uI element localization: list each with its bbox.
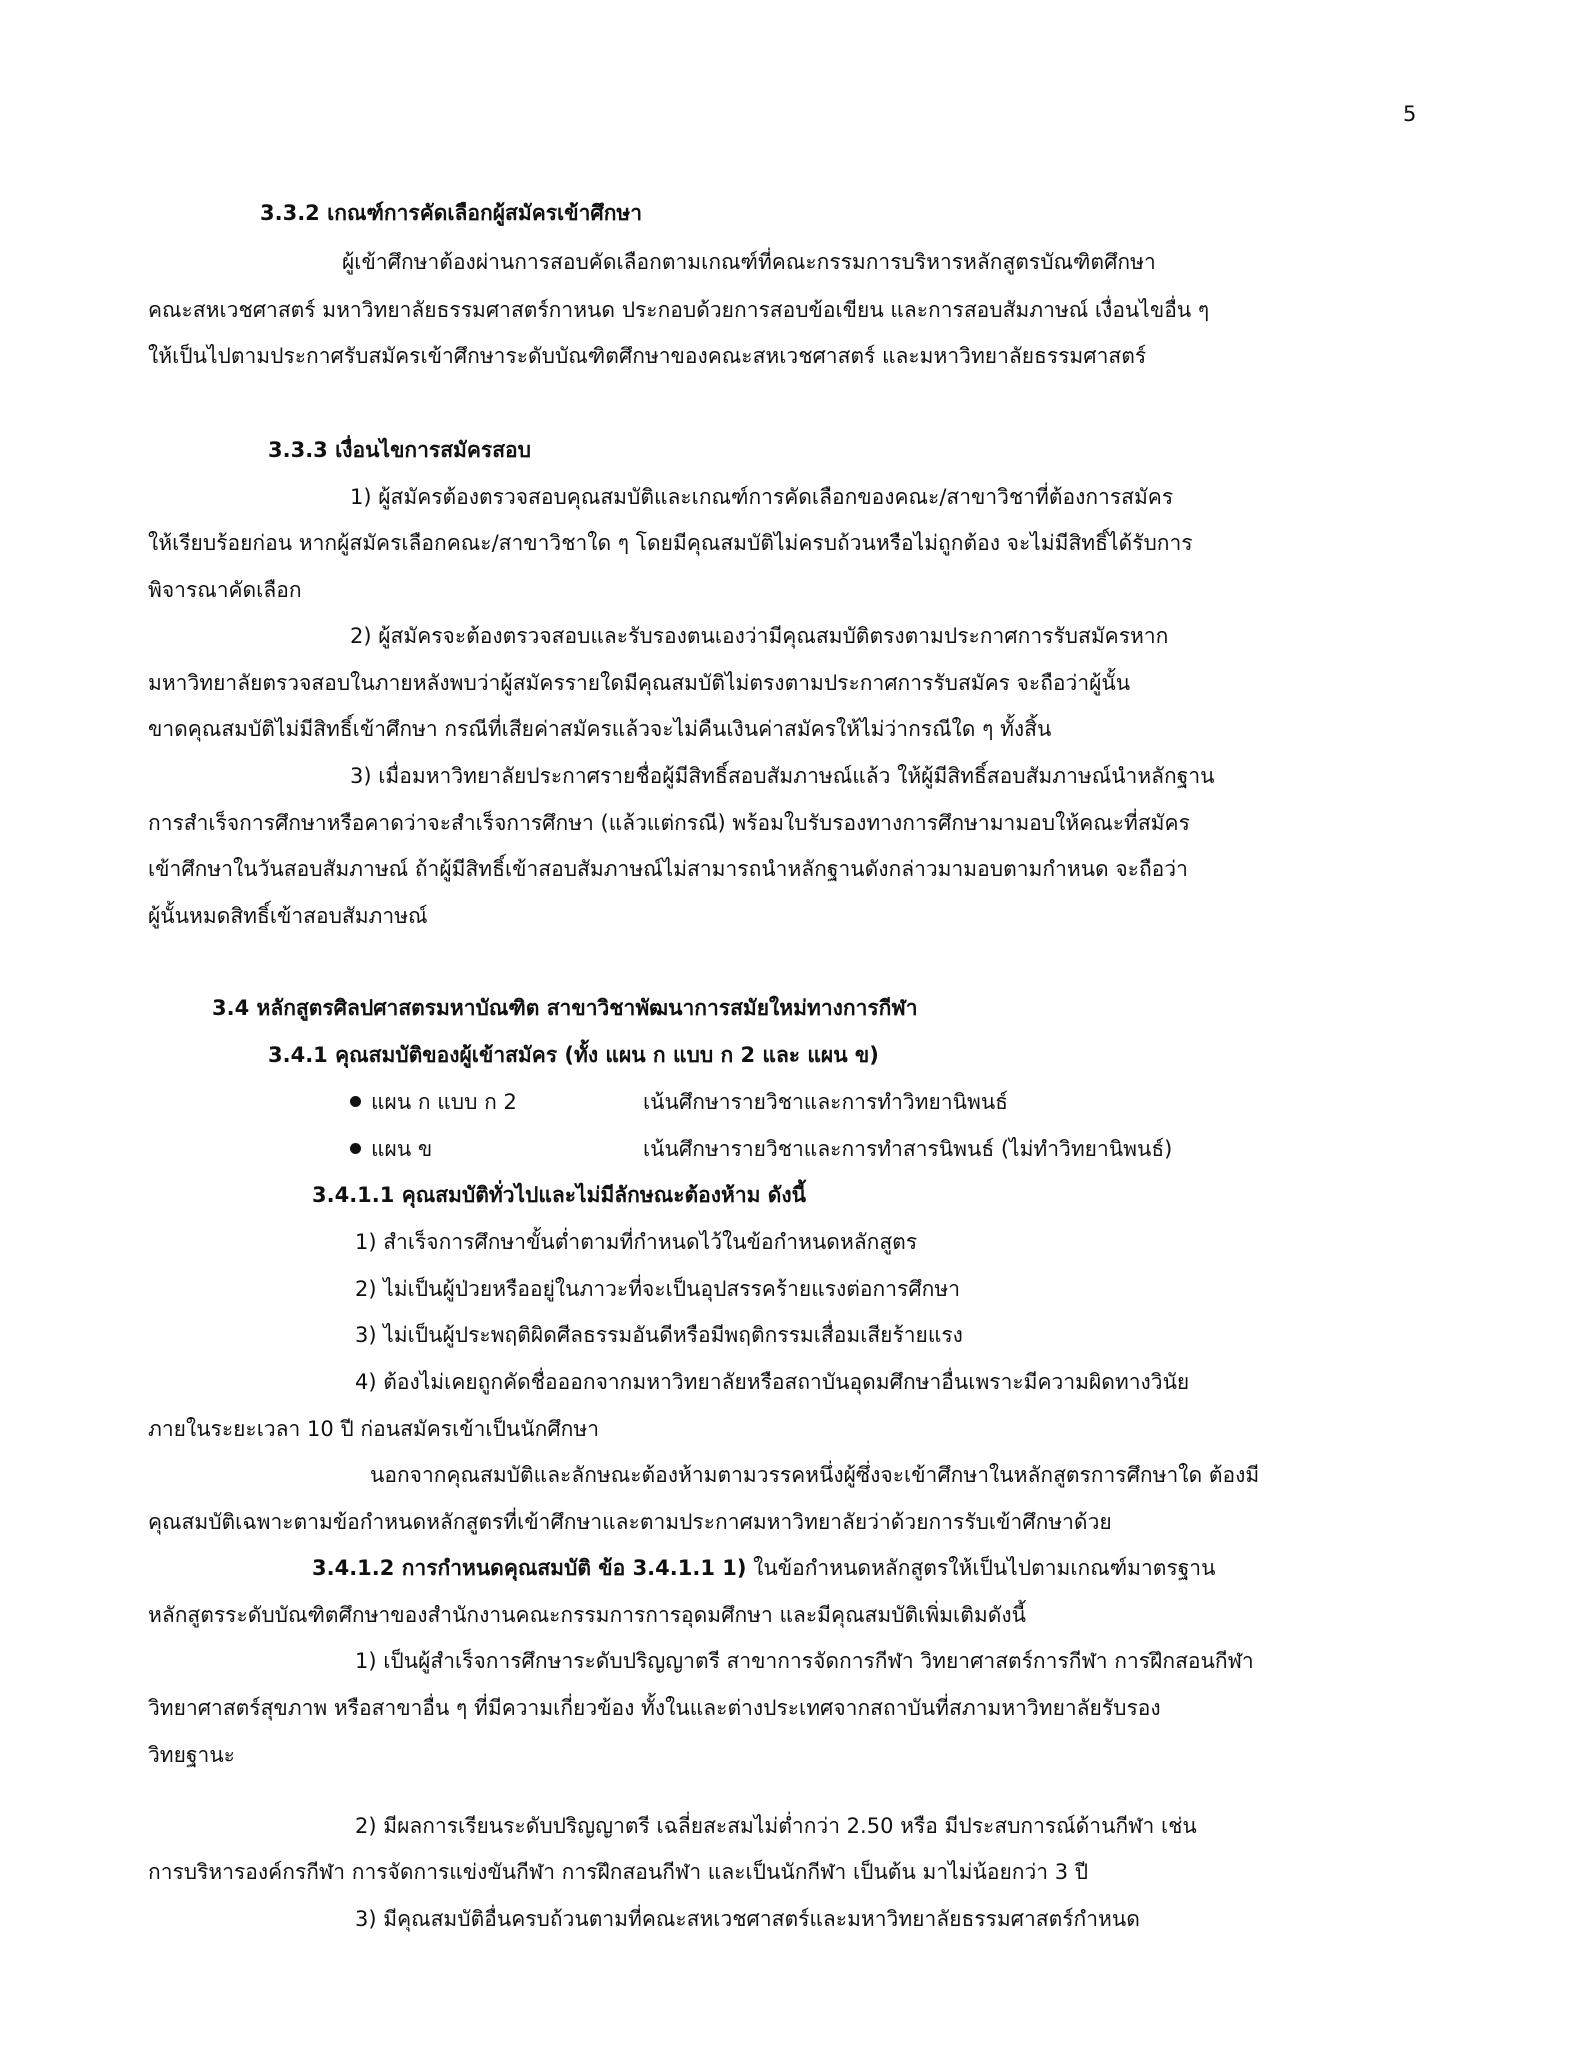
paragraph-line: ผู้เข้าศึกษาต้องผ่านการสอบคัดเลือกตามเกณฑ์ที่คณะกรรมการบริหารหลักสูตรบัณฑิตศึกษา bbox=[342, 250, 1156, 274]
bullet-icon bbox=[350, 1143, 361, 1154]
paragraph-line: ผู้นั้นหมดสิทธิ์เข้าสอบสัมภาษณ์ bbox=[148, 904, 428, 928]
paragraph-line: มหาวิทยาลัยตรวจสอบในภายหลังพบว่าผู้สมัครรายใดมีคุณสมบัติไม่ตรงตามประกาศการรับสมัคร จะถือว่าผู้นั้น bbox=[148, 671, 1131, 695]
paragraph-line: ให้เรียบร้อยก่อน หากผู้สมัครเลือกคณะ/สาขาวิชาใด ๆ โดยมีคุณสมบัติไม่ครบถ้วนหรือไม่ถูกต้อง จะไม่มีสิทธิ์ได้รับการ bbox=[148, 531, 1193, 555]
plan-description: เน้นศึกษารายวิชาและการทำวิทยานิพนธ์ bbox=[643, 1090, 1008, 1114]
heading-rest: ในข้อกำหนดหลักสูตรให้เป็นไปตามเกณฑ์มาตรฐาน bbox=[746, 1556, 1216, 1580]
list-item: 3) มีคุณสมบัติอื่นครบถ้วนตามที่คณะสหเวชศาสตร์และมหาวิทยาลัยธรรมศาสตร์กำหนด bbox=[355, 1907, 1140, 1931]
paragraph-line: 3) เมื่อมหาวิทยาลัยประกาศรายชื่อผู้มีสิทธิ์สอบสัมภาษณ์แล้ว ให้ผู้มีสิทธิ์สอบสัมภาษณ์นำหลักฐาน bbox=[350, 764, 1215, 788]
plan-item bbox=[350, 1089, 1008, 1116]
list-item: 1) เป็นผู้สำเร็จการศึกษาระดับปริญญาตรี สาขาการจัดการกีฬา วิทยาศาสตร์การกีฬา การฝึกสอนกีฬา bbox=[355, 1649, 1254, 1673]
paragraph-line: ภายในระยะเวลา 10 ปี ก่อนสมัครเข้าเป็นนักศึกษา bbox=[148, 1417, 600, 1441]
plan-name: แผน ข bbox=[371, 1137, 433, 1161]
paragraph-line: การบริหารองค์กรกีฬา การจัดการแข่งขันกีฬา การฝึกสอนกีฬา และเป็นนักกีฬา เป็นต้น มาไม่น้อยกว่า 3 ปี bbox=[148, 1860, 1089, 1884]
paragraph-line: ขาดคุณสมบัติไม่มีสิทธิ์เข้าศึกษา กรณีที่เสียค่าสมัครแล้วจะไม่คืนเงินค่าสมัครให้ไม่ว่ากรณีใด ๆ ทั้งสิ้น bbox=[148, 717, 1052, 741]
paragraph-line: 1) ผู้สมัครต้องตรวจสอบคุณสมบัติและเกณฑ์การคัดเลือกของคณะ/สาขาวิชาที่ต้องการสมัคร bbox=[350, 485, 1174, 509]
paragraph-line: ให้เป็นไปตามประกาศรับสมัครเข้าศึกษาระดับบัณฑิตศึกษาของคณะสหเวชศาสตร์ และมหาวิทยาลัยธรรมศาสตร์ bbox=[148, 344, 1147, 368]
heading-bold-part: 3.4.1.2 การกำหนดคุณสมบัติ ข้อ 3.4.1.1 1) bbox=[312, 1556, 747, 1580]
page-number: 5 bbox=[1403, 102, 1417, 126]
section-heading-3-4: 3.4 หลักสูตรศิลปศาสตรมหาบัณฑิต สาขาวิชาพัฒนาการสมัยใหม่ทางการกีฬา bbox=[212, 996, 918, 1020]
list-item: 2) ไม่เป็นผู้ป่วยหรืออยู่ในภาวะที่จะเป็นอุปสรรคร้ายแรงต่อการศึกษา bbox=[355, 1277, 961, 1301]
paragraph-line: คุณสมบัติเฉพาะตามข้อกำหนดหลักสูตรที่เข้าศึกษาและตามประกาศมหาวิทยาลัยว่าด้วยการรับเข้าศึกษาด้วย bbox=[148, 1510, 1112, 1534]
paragraph-line: เข้าศึกษาในวันสอบสัมภาษณ์ ถ้าผู้มีสิทธิ์เข้าสอบสัมภาษณ์ไม่สามารถนำหลักฐานดังกล่าวมามอบตามกำหนด จะถือว่า bbox=[148, 857, 1188, 881]
section-heading-3-3-3: 3.3.3 เงื่อนไขการสมัครสอบ bbox=[268, 438, 531, 462]
section-heading-3-3-2: 3.3.2 เกณฑ์การคัดเลือกผู้สมัครเข้าศึกษา bbox=[260, 201, 643, 225]
list-item: 4) ต้องไม่เคยถูกคัดชื่อออกจากมหาวิทยาลัยหรือสถาบันอุดมศึกษาอื่นเพราะมีความผิดทางวินัย bbox=[355, 1370, 1190, 1394]
paragraph-line: คณะสหเวชศาสตร์ มหาวิทยาลัยธรรมศาสตร์กาหนด ประกอบด้วยการสอบข้อเขียน และการสอบสัมภาษณ์ เงื่อนไขอื่น ๆ bbox=[148, 298, 1210, 322]
paragraph-line: การสำเร็จการศึกษาหรือคาดว่าจะสำเร็จการศึกษา (แล้วแต่กรณี) พร้อมใบรับรองทางการศึกษามามอบให้คณะที่สมัคร bbox=[148, 811, 1190, 835]
paragraph-line: 2) ผู้สมัครจะต้องตรวจสอบและรับรองตนเองว่ามีคุณสมบัติตรงตามประกาศการรับสมัครหาก bbox=[350, 624, 1169, 648]
paragraph-line: หลักสูตรระดับบัณฑิตศึกษาของสำนักงานคณะกรรมการการอุดมศึกษา และมีคุณสมบัติเพิ่มเติมดังนี้ bbox=[148, 1603, 1026, 1627]
list-item: 1) สำเร็จการศึกษาขั้นต่ำตามที่กำหนดไว้ในข้อกำหนดหลักสูตร bbox=[355, 1230, 918, 1254]
paragraph-line: นอกจากคุณสมบัติและลักษณะต้องห้ามตามวรรคหนึ่งผู้ซึ่งจะเข้าศึกษาในหลักสูตรการศึกษาใด ต้องมี bbox=[370, 1463, 1260, 1487]
section-heading-3-4-1: 3.4.1 คุณสมบัติของผู้เข้าสมัคร (ทั้ง แผน ก แบบ ก 2 และ แผน ข) bbox=[268, 1043, 879, 1067]
paragraph-line: พิจารณาคัดเลือก bbox=[148, 578, 302, 602]
paragraph-line: วิทยาศาสตร์สุขภาพ หรือสาขาอื่น ๆ ที่มีความเกี่ยวข้อง ทั้งในและต่างประเทศจากสถาบันที่สภามหาวิทยาลัยรับรอง bbox=[148, 1696, 1161, 1720]
section-heading-3-4-1-2 bbox=[312, 1555, 1215, 1582]
bullet-icon bbox=[350, 1096, 361, 1107]
paragraph-line: วิทยฐานะ bbox=[148, 1743, 235, 1767]
plan-name: แผน ก แบบ ก 2 bbox=[371, 1090, 517, 1114]
list-item: 2) มีผลการเรียนระดับปริญญาตรี เฉลี่ยสะสมไม่ต่ำกว่า 2.50 หรือ มีประสบการณ์ด้านกีฬา เช่น bbox=[355, 1814, 1197, 1838]
plan-description: เน้นศึกษารายวิชาและการทำสารนิพนธ์ (ไม่ทำวิทยานิพนธ์) bbox=[643, 1137, 1173, 1161]
section-heading-3-4-1-1: 3.4.1.1 คุณสมบัติทั่วไปและไม่มีลักษณะต้องห้าม ดังนี้ bbox=[312, 1183, 807, 1207]
list-item: 3) ไม่เป็นผู้ประพฤติผิดศีลธรรมอันดีหรือมีพฤติกรรมเสื่อมเสียร้ายแรง bbox=[355, 1323, 963, 1347]
plan-item bbox=[350, 1136, 1172, 1163]
